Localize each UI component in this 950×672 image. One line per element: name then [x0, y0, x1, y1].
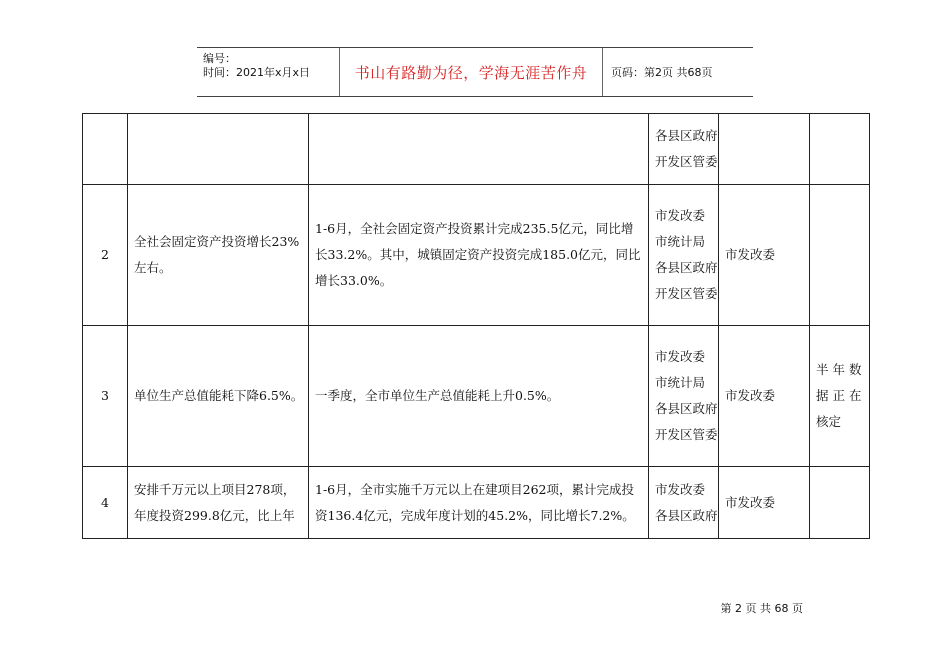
- lead-unit-cell: [719, 467, 810, 539]
- cell-text-line: 增长33.0%。: [315, 273, 393, 288]
- table-row: [83, 326, 870, 467]
- cell-text-line: 据 正 在: [816, 388, 862, 403]
- task-item-cell: [128, 326, 309, 467]
- header-meta: [197, 48, 340, 96]
- task-item-cell: [128, 467, 309, 539]
- cell-text-line: 开发区管委: [655, 286, 718, 301]
- task-item-cell: [128, 114, 309, 185]
- task-table: [82, 113, 870, 539]
- cell-text-line: 核定: [816, 414, 842, 429]
- cell-text-line: 各县区政府: [655, 507, 718, 523]
- note-cell: [810, 467, 870, 539]
- cell-text-line: 开发区管委: [655, 154, 718, 169]
- lead-unit-cell: [719, 114, 810, 185]
- cell-text-line: 年度投资299.8亿元，比上年: [134, 507, 295, 523]
- page-header: [197, 47, 753, 97]
- cell-text-line: 全社会固定资产投资增长23%: [134, 234, 300, 249]
- cell-text-line: 单位生产总值能耗下降6.5%。: [134, 388, 304, 403]
- time-label: 时间：2021年x月x日: [203, 66, 311, 79]
- cell-text-line: 市统计局: [655, 375, 706, 390]
- cell-text-line: 半 年 数: [816, 362, 862, 377]
- note-cell: [810, 114, 870, 185]
- progress-cell: [309, 326, 649, 467]
- cell-text-line: 市发改委: [725, 388, 776, 403]
- table-row: [83, 467, 870, 539]
- table-row: [83, 114, 870, 185]
- progress-cell: [309, 467, 649, 539]
- header-motto: 书山有路勤为径，学海无涯苦作舟: [340, 48, 603, 96]
- cell-text-line: 市发改委: [725, 494, 776, 510]
- cell-text-line: 开发区管委: [655, 427, 718, 442]
- task-item-cell: [128, 185, 309, 326]
- table-row: [83, 185, 870, 326]
- note-cell: [810, 185, 870, 326]
- responsible-units-cell: [649, 326, 719, 467]
- row-number-cell: 3: [83, 326, 128, 467]
- cell-text-line: 市发改委: [655, 481, 706, 497]
- cell-text-line: 长33.2%。其中，城镇固定资产投资完成185.0亿元，同比: [315, 247, 641, 262]
- row-number-cell: 2: [83, 185, 128, 326]
- responsible-units-cell: [649, 114, 719, 185]
- lead-unit-cell: [719, 185, 810, 326]
- cell-text-line: 左右。: [134, 260, 172, 275]
- responsible-units-cell: [649, 185, 719, 326]
- cell-text-line: 资136.4亿元，完成年度计划的45.2%，同比增长7.2%。: [315, 507, 635, 523]
- row-number-cell: 4: [83, 467, 128, 539]
- row-number-cell: [83, 114, 128, 185]
- cell-text-line: 安排千万元以上项目278项，: [134, 481, 296, 497]
- cell-text-line: 1-6月，全市实施千万元以上在建项目262项，累计完成投: [315, 481, 634, 497]
- cell-text-line: 市发改委: [725, 247, 776, 262]
- code-label: 编号：: [203, 52, 236, 65]
- header-page-number: 页码：第2页 共68页: [611, 66, 713, 79]
- note-cell: [810, 326, 870, 467]
- page-footer: 第 2 页 共 68 页: [720, 602, 803, 615]
- cell-text-line: 一季度，全市单位生产总值能耗上升0.5%。: [315, 388, 560, 403]
- responsible-units-cell: [649, 467, 719, 539]
- cell-text-line: 各县区政府: [655, 260, 718, 275]
- cell-text-line: 各县区政府: [655, 401, 718, 416]
- cell-text-line: 各县区政府: [655, 128, 718, 143]
- lead-unit-cell: [719, 326, 810, 467]
- progress-cell: [309, 114, 649, 185]
- progress-cell: [309, 185, 649, 326]
- cell-text-line: 市统计局: [655, 234, 706, 249]
- cell-text-line: 市发改委: [655, 349, 706, 364]
- cell-text-line: 1-6月，全社会固定资产投资累计完成235.5亿元，同比增: [315, 221, 634, 236]
- cell-text-line: 市发改委: [655, 208, 706, 223]
